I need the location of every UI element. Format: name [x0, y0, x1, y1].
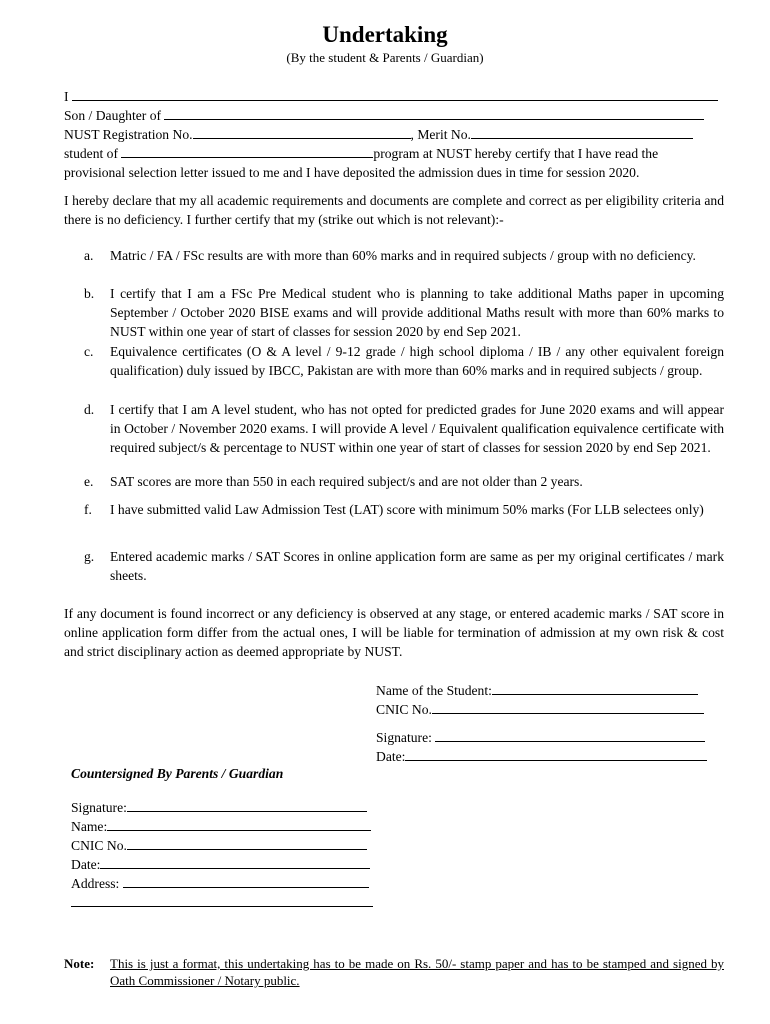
guardian-cnic-input[interactable] — [127, 837, 367, 850]
guardian-address-input-2[interactable] — [71, 894, 373, 907]
student-name-field: Name of the Student: — [376, 681, 698, 700]
liability-paragraph: If any document is found incorrect or any deficiency is observed at any stage, or entered academic marks / SAT score in online application form differ from the actual ones, I will be liable for termination of admission at my own risk & cost and strict disciplinary action as deemed appropriate by NUST. — [64, 606, 724, 659]
guardian-signature-field: Signature: — [71, 798, 367, 817]
student-name-blank[interactable] — [72, 88, 718, 101]
student-date-field: Date: — [376, 747, 707, 766]
guardian-date-input[interactable] — [100, 856, 370, 869]
registration-no-blank[interactable] — [193, 126, 411, 139]
declaration-line-parent: Son / Daughter of — [64, 106, 724, 125]
page-title: Undertaking — [322, 22, 448, 47]
declaration-line-name: I — [64, 87, 724, 106]
guardian-cnic-field: CNIC No. — [71, 836, 367, 855]
declaration-line-provisional: provisional selection letter issued to me and I have deposited the admission dues in time for session 2020. — [64, 165, 640, 180]
countersigned-heading: Countersigned By Parents / Guardian — [71, 766, 284, 781]
note-text: This is just a format, this undertaking has to be made on Rs. 50/- stamp paper and has to be stamped and signed by Oath Commissioner / Notary public. — [110, 956, 724, 988]
guardian-address-input[interactable] — [123, 875, 369, 888]
declaration-line-registration: NUST Registration No. , Merit No. — [64, 125, 724, 144]
guardian-name-input[interactable] — [107, 818, 371, 831]
student-name-input[interactable] — [492, 682, 698, 695]
guardian-signature-input[interactable] — [127, 799, 367, 812]
student-signature-input[interactable] — [435, 729, 705, 742]
declaration-line-program: student of program at NUST hereby certify that I have read the — [64, 146, 659, 161]
undertaking-page: Undertaking (By the student & Parents / Guardian) I Son / Daughter of NUST Registration No. , Merit No. student of program at NUST hereby certify that I have read the provisional selection letter issued to me and I have deposited the admission dues in time for session 2020. I hereby declare that my all academic requirements and documents are complete and correct as per eligibility criteria and there is no deficiency. I further certify that my (strike out which is not relevant):- a. Matric / FA / FSc results are with more than 60% marks and in required subjects / group with no deficiency. b. I certify that I am a FSc Pre Medical student who is planning to take additional Maths paper in upcoming September / October 2020 BISE exams and will provide additional Maths result with more than 60% marks to NUST within one year of start of classes for session 2020 by end Sep 2021. c. Equivalence certificates (O & A level / 9-12 grade / high school diploma / IB / any other equivalent foreign qualification) duly issued by IBCC, Pakistan are with more than 60% marks and in required subjects / group. d. I certify that I am A level student, who has not opted for predicted grades for June 2020 exams and will appear in October / November 2020 exams. I will provide A level / Equivalent qualification equivalence certificate with required subject/s & percentage to NUST within one year of start of classes for session 2020 by end Sep 2021. e. SAT scores are more than 550 in each required subject/s and are not older than 2 years. f. I have submitted valid Law Admission Test (LAT) score with minimum 50% marks (For LLB selectees only) g. Entered academic marks / SAT Scores in online application form are same as per my original certificates / mark sheets. If any document is found incorrect or any deficiency is observed at any stage, or entered academic marks / SAT score in online application form differ from the actual ones, I will be liable for termination of admission at my own risk & cost and strict disciplinary action as deemed appropriate by NUST. Name of the Student: CNIC No. Signature: Date: Countersigned By Parents / Guardian Signature: Name: CNIC No. Date: Address: Note: This is just a format, this undertaking has to be made on Rs. 50/- stamp paper and has to be stamped and signed by Oath Commissioner / Notary public. — [0, 0, 770, 1024]
student-cnic-field: CNIC No. — [376, 700, 704, 719]
guardian-address-field: Address: — [71, 874, 369, 893]
parent-name-blank[interactable] — [164, 107, 704, 120]
merit-no-blank[interactable] — [471, 126, 693, 139]
student-date-input[interactable] — [405, 748, 707, 761]
guardian-date-field: Date: — [71, 855, 370, 874]
program-blank[interactable] — [121, 145, 373, 158]
guardian-address-line2 — [71, 893, 373, 912]
page-subtitle: (By the student & Parents / Guardian) — [286, 50, 484, 65]
student-cnic-input[interactable] — [432, 701, 704, 714]
intro-paragraph: I hereby declare that my all academic requirements and documents are complete and correct as per eligibility criteria and there is no deficiency. I further certify that my (strike out which is not relevant):- — [64, 193, 724, 227]
note-label: Note: — [64, 956, 95, 971]
student-signature-field: Signature: — [376, 728, 705, 747]
guardian-name-field: Name: — [71, 817, 371, 836]
